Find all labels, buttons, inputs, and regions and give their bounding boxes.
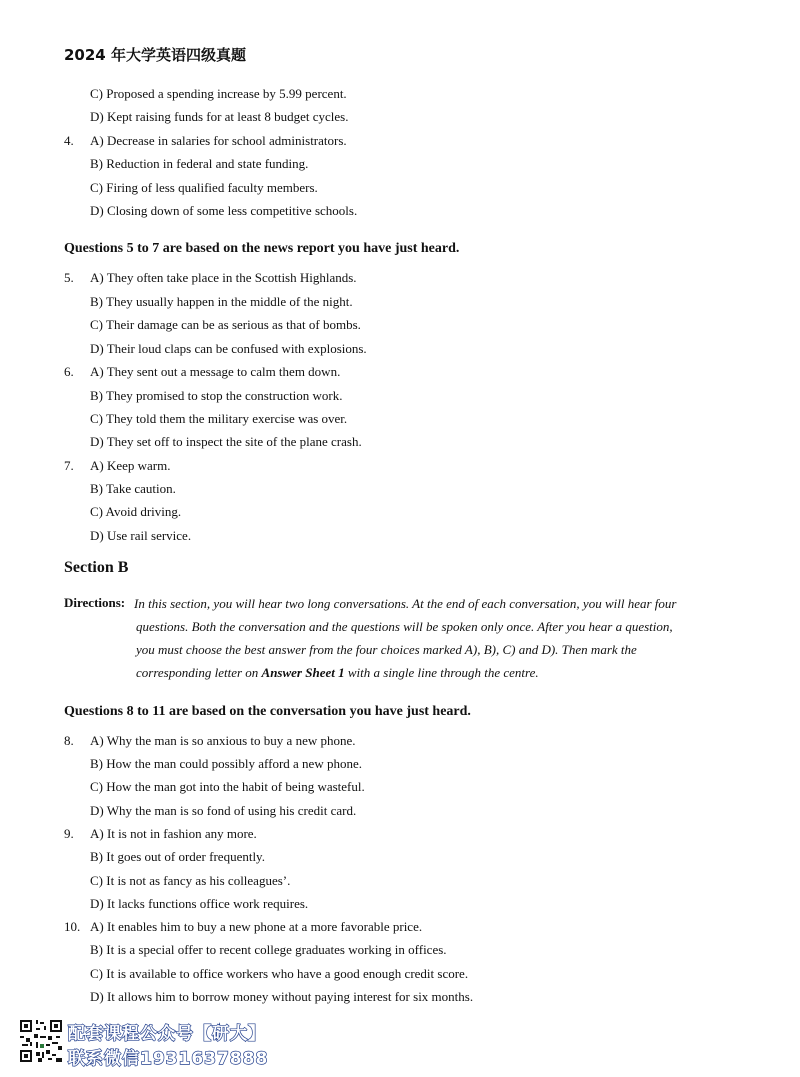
q7-option-a: A) Keep warm.: [90, 458, 171, 473]
questions-5-7-heading: Questions 5 to 7 are based on the news report you have just heard.: [64, 241, 460, 256]
q5-number: 5.: [64, 270, 74, 285]
directions-line-2: questions. Both the conversation and the questions will be spoken only once. After you hear a question,: [136, 619, 673, 634]
q4-number: 4.: [64, 133, 74, 148]
q7-option-d: D) Use rail service.: [90, 528, 192, 543]
promo-line-wechat-contact: 联系微信1931637888: [68, 1049, 269, 1069]
q9-number: 9.: [64, 826, 74, 841]
q6-option-a: A) They sent out a message to calm them down.: [90, 364, 341, 379]
q10-option-d: D) It allows him to borrow money without paying interest for six months.: [90, 989, 474, 1004]
q10-option-a: A) It enables him to buy a new phone at a more favorable price.: [90, 919, 423, 934]
promo-watermark: [18, 1018, 308, 1068]
q4-option-b: B) Reduction in federal and state funding.: [90, 156, 309, 171]
section-b-title: Section B: [64, 559, 129, 576]
answer-sheet-reference: Answer Sheet 1: [261, 665, 345, 680]
q9-option-d: D) It lacks functions office work requires.: [90, 896, 309, 911]
q8-option-b: B) How the man could possibly afford a new phone.: [90, 756, 362, 771]
q10-number: 10.: [64, 919, 81, 934]
q8-option-a: A) Why the man is so anxious to buy a new phone.: [90, 733, 356, 748]
q9-option-a: A) It is not in fashion any more.: [90, 826, 257, 841]
directions-line-1: In this section, you will hear two long conversations. At the end of each conversation, you will hear four: [134, 596, 677, 611]
q3-option-c: C) Proposed a spending increase by 5.99 percent.: [90, 86, 347, 101]
q4-option-a: A) Decrease in salaries for school administrators.: [90, 133, 347, 148]
directions-line-4: [136, 665, 539, 681]
directions-line-3: you must choose the best answer from the four choices marked A), B), C) and D). Then mark the: [136, 642, 637, 657]
q4-option-c: C) Firing of less qualified faculty members.: [90, 180, 318, 195]
q7-number: 7.: [64, 458, 74, 473]
q9-option-c: C) It is not as fancy as his colleagues’.: [90, 873, 291, 888]
q5-option-c: C) Their damage can be as serious as that of bombs.: [90, 317, 361, 332]
q9-option-b: B) It goes out of order frequently.: [90, 849, 265, 864]
q8-option-d: D) Why the man is so fond of using his credit card.: [90, 803, 357, 818]
q4-option-d: D) Closing down of some less competitive schools.: [90, 203, 358, 218]
directions-line-4-post: with a single line through the centre.: [344, 665, 539, 680]
q8-option-c: C) How the man got into the habit of being wasteful.: [90, 779, 365, 794]
q10-option-c: C) It is available to office workers who have a good enough credit score.: [90, 966, 469, 981]
q7-option-c: C) Avoid driving.: [90, 504, 182, 519]
page-header-title: 2024 年大学英语四级真题: [64, 46, 246, 64]
directions-label: Directions:: [64, 595, 126, 610]
q5-option-b: B) They usually happen in the middle of the night.: [90, 294, 353, 309]
directions-line-4-pre: corresponding letter on: [136, 665, 262, 680]
q10-option-b: B) It is a special offer to recent college graduates working in offices.: [90, 942, 447, 957]
q6-option-d: D) They set off to inspect the site of the plane crash.: [90, 434, 362, 449]
q6-option-c: C) They told them the military exercise was over.: [90, 411, 348, 426]
q5-option-a: A) They often take place in the Scottish Highlands.: [90, 270, 357, 285]
questions-8-11-heading: Questions 8 to 11 are based on the conversation you have just heard.: [64, 704, 471, 719]
q6-option-b: B) They promised to stop the construction work.: [90, 388, 343, 403]
q8-number: 8.: [64, 733, 74, 748]
qr-code-icon: [18, 1018, 64, 1064]
q5-option-d: D) Their loud claps can be confused with explosions.: [90, 341, 367, 356]
q3-option-d: D) Kept raising funds for at least 8 budget cycles.: [90, 109, 349, 124]
promo-line-course-account: 配套课程公众号【研大】: [68, 1024, 266, 1044]
q7-option-b: B) Take caution.: [90, 481, 176, 496]
q6-number: 6.: [64, 364, 74, 379]
